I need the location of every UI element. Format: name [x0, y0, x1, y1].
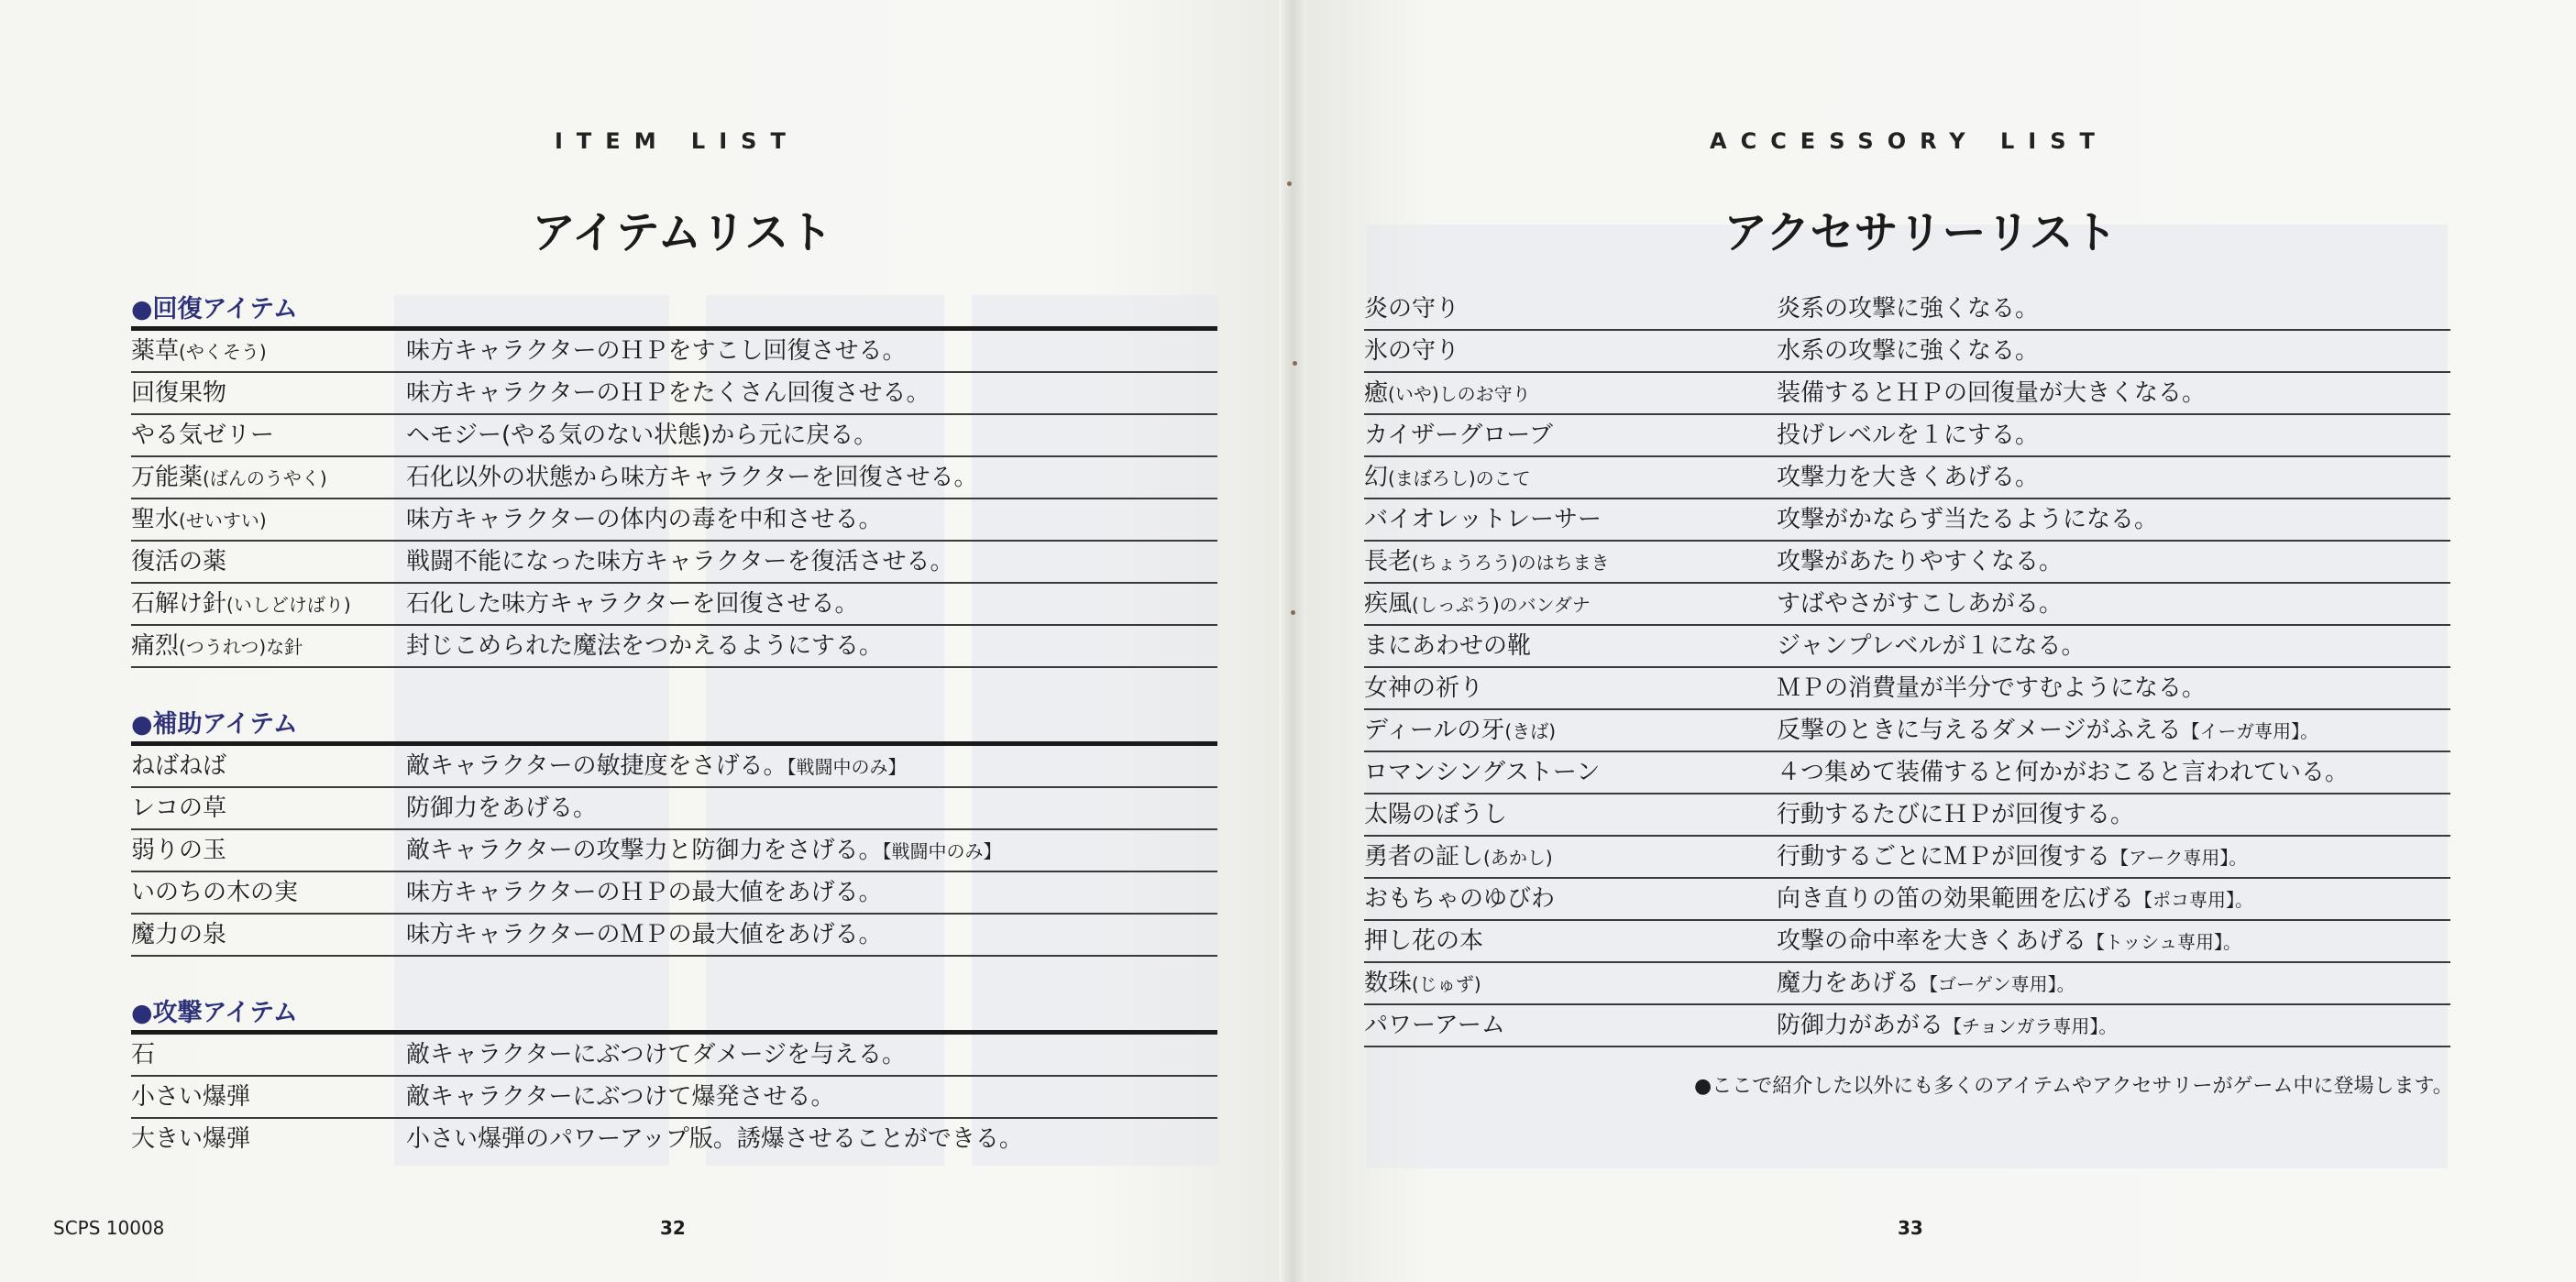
support-items-section: [131, 707, 1217, 957]
item-name: 復活の薬: [131, 548, 227, 575]
accessory-reading: (しっぷう)のバンダナ: [1412, 594, 1591, 616]
accessory-name: 長老: [1364, 548, 1413, 575]
item-desc: 防御力をあげる。: [406, 794, 598, 822]
item-name: 弱りの玉: [131, 837, 227, 864]
table-row: [131, 584, 1217, 626]
accessory-name: 癒: [1364, 379, 1389, 407]
accessory-name: 氷の守り: [1364, 337, 1460, 365]
product-code: SCPS 10008: [53, 1217, 165, 1239]
table-row: [1364, 752, 2450, 794]
accessory-tag: 【イーガ専用】。: [2181, 720, 2319, 742]
table-row: [1364, 837, 2450, 879]
item-desc: 敵キャラクターにぶつけて爆発させる。: [406, 1083, 835, 1111]
accessory-desc: ４つ集めて装備すると何かがおこると言われている。: [1777, 759, 2350, 786]
accessory-desc: 攻撃力を大きくあげる。: [1777, 464, 2040, 491]
item-name: 石: [131, 1041, 156, 1068]
item-desc: 敵キャラクターにぶつけてダメージを与える。: [406, 1041, 906, 1068]
accessory-desc: 防御力があがる: [1777, 1012, 1944, 1039]
accessory-tag: 【ゴーゲン専用】。: [1920, 973, 2075, 995]
recovery-items-section: [131, 291, 1217, 668]
table-row: [1364, 542, 2450, 584]
table-row: [131, 1119, 1217, 1159]
footnote: ●ここで紹介した以外にも多くのアイテムやアクセサリーがゲーム中に登場します。: [1694, 1075, 2453, 1098]
table-row: [131, 542, 1217, 584]
item-desc: 小さい爆弾のパワーアップ版。誘爆させることができる。: [406, 1125, 1023, 1153]
attack-items-section: [131, 995, 1217, 1159]
table-row: [1364, 373, 2450, 415]
item-desc: 味方キャラクターのＨＰをたくさん回復させる。: [406, 379, 930, 407]
item-tag: 【戦闘中のみ】: [787, 756, 907, 778]
accessory-name: 炎の守り: [1364, 295, 1460, 323]
item-desc: 封じこめられた魔法をつかえるようにする。: [406, 632, 884, 660]
table-row: [131, 1077, 1217, 1119]
table-row: [131, 331, 1217, 373]
table-row: [1364, 415, 2450, 457]
accessory-name: まにあわせの靴: [1364, 632, 1532, 660]
page-speck: [1293, 361, 1297, 366]
table-row: [1364, 668, 2450, 710]
accessory-reading: (きば): [1504, 720, 1557, 742]
item-name: 痛烈: [131, 632, 180, 660]
accessory-tag: 【チョンガラ専用】。: [1943, 1015, 2118, 1037]
table-row: [131, 626, 1217, 668]
table-row: [131, 1035, 1217, 1077]
item-list-en-title: ITEM LIST: [555, 128, 799, 154]
accessory-reading: (いや)しのお守り: [1388, 383, 1531, 405]
item-desc: 味方キャラクターのＨＰの最大値をあげる。: [406, 879, 883, 906]
table-row: [131, 915, 1217, 957]
table-row: [131, 788, 1217, 830]
item-name: レコの草: [131, 794, 227, 822]
accessory-name: 疾風: [1364, 590, 1413, 618]
accessory-desc: 行動するごとにＭＰが回復する: [1777, 843, 2111, 871]
table-row: [1364, 1005, 2450, 1047]
accessory-name: 勇者の証し: [1364, 843, 1484, 871]
table-row: [131, 457, 1217, 499]
item-name: 小さい爆弾: [131, 1083, 251, 1111]
accessory-name: カイザーグローブ: [1364, 422, 1553, 449]
table-row: [1364, 963, 2450, 1005]
accessory-reading: (あかし): [1483, 847, 1553, 869]
accessory-list-en-title: ACCESSORY LIST: [1710, 128, 2108, 154]
item-desc: 敵キャラクターの敏捷度をさげる。: [406, 752, 787, 780]
accessory-name: ロマンシングストーン: [1364, 759, 1601, 786]
accessory-name: 女神の祈り: [1364, 674, 1484, 702]
accessory-tag: 【アーク専用】。: [2110, 847, 2248, 869]
item-name: 聖水: [131, 506, 180, 533]
accessory-reading: (まぼろし)のこて: [1388, 467, 1531, 489]
page-number-right: 33: [1898, 1217, 1923, 1239]
item-desc: 味方キャラクターのＨＰをすこし回復させる。: [406, 337, 907, 365]
accessory-name: ディールの牙: [1364, 717, 1505, 744]
table-row: [1364, 331, 2450, 373]
table-row: [1364, 584, 2450, 626]
page-speck: [1287, 181, 1292, 186]
item-reading: (やくそう): [179, 341, 267, 363]
item-desc: 敵キャラクターの攻撃力と防御力をさげる。: [406, 837, 883, 864]
accessory-desc: 反撃のときに与えるダメージがふえる: [1777, 717, 2182, 744]
accessory-tag: 【ポコ専用】。: [2134, 889, 2254, 911]
accessory-desc: 向き直りの笛の効果範囲を広げる: [1777, 885, 2135, 913]
item-reading: (いしどけばり): [226, 594, 351, 616]
table-row: [131, 746, 1217, 788]
table-row: [1364, 794, 2450, 837]
item-desc: 味方キャラクターのＭＰの最大値をあげる。: [406, 921, 883, 948]
item-name: 薬草: [131, 337, 180, 365]
table-row: [131, 872, 1217, 915]
item-reading: (つうれつ)な針: [179, 636, 303, 658]
table-row: [1364, 457, 2450, 499]
item-desc: 石化した味方キャラクターを回復させる。: [406, 590, 859, 618]
item-name: 万能薬: [131, 464, 204, 491]
accessory-desc: 投げレベルを１にする。: [1777, 422, 2040, 449]
item-list-jp-title: アイテムリスト: [532, 207, 833, 258]
item-desc: 味方キャラクターの体内の毒を中和させる。: [406, 506, 883, 533]
item-name: いのちの木の実: [131, 879, 299, 906]
accessory-name: バイオレットレーサー: [1364, 506, 1602, 533]
accessory-list-jp-title: アクセサリーリスト: [1723, 207, 2118, 258]
item-name: 魔力の泉: [131, 921, 227, 948]
accessory-desc: 攻撃がかならず当たるようになる。: [1777, 506, 2159, 533]
item-desc: ヘモジー(やる気のない状態)から元に戻る。: [406, 422, 878, 449]
item-desc: 戦闘不能になった味方キャラクターを復活させる。: [406, 548, 954, 575]
table-row: [1364, 289, 2450, 331]
item-name: 回復果物: [131, 379, 227, 407]
item-name: 大きい爆弾: [131, 1125, 251, 1153]
accessory-reading: (ちょうろう)のはちまき: [1412, 552, 1610, 574]
item-name: ねばねば: [131, 752, 227, 780]
section-title: ●補助アイテム: [131, 707, 1217, 746]
accessory-desc: ＭＰの消費量が半分ですむようになる。: [1777, 674, 2207, 702]
accessory-desc: 炎系の攻撃に強くなる。: [1777, 295, 2040, 323]
accessory-desc: 魔力をあげる: [1777, 970, 1921, 997]
accessory-name: 幻: [1364, 464, 1389, 491]
page-number-left: 32: [660, 1217, 686, 1239]
accessory-desc: 攻撃があたりやすくなる。: [1777, 548, 2064, 575]
accessory-name: 数珠: [1364, 970, 1413, 997]
table-row: [1364, 879, 2450, 921]
accessory-name: 太陽のぼうし: [1364, 801, 1508, 828]
section-title: ●回復アイテム: [131, 291, 1217, 331]
table-row: [131, 373, 1217, 415]
table-row: [1364, 921, 2450, 963]
table-row: [131, 499, 1217, 542]
item-name: やる気ゼリー: [131, 422, 275, 449]
table-row: [131, 415, 1217, 457]
item-name: 石解け針: [131, 590, 227, 618]
accessory-desc: 行動するたびにＨＰが回復する。: [1777, 801, 2135, 828]
accessory-reading: (じゅず): [1412, 973, 1481, 995]
accessory-desc: ジャンプレベルが１になる。: [1777, 632, 2086, 660]
item-desc: 石化以外の状態から味方キャラクターを回復させる。: [406, 464, 978, 491]
accessory-name: 押し花の本: [1364, 927, 1484, 955]
table-row: [131, 830, 1217, 872]
accessory-desc: 水系の攻撃に強くなる。: [1777, 337, 2040, 365]
table-row: [1364, 626, 2450, 668]
accessory-desc: すばやさがすこしあがる。: [1777, 590, 2064, 618]
table-row: [1364, 499, 2450, 542]
accessory-desc: 攻撃の命中率を大きくあげる: [1777, 927, 2087, 955]
item-reading: (せいすい): [179, 510, 267, 531]
accessory-name: パワーアーム: [1364, 1012, 1505, 1039]
item-tag: 【戦闘中のみ】: [882, 840, 1002, 862]
accessory-desc: 装備するとＨＰの回復量が大きくなる。: [1777, 379, 2207, 407]
table-row: [1364, 710, 2450, 752]
book-gutter: [1279, 0, 1306, 1282]
accessory-list-table: [1364, 289, 2450, 1047]
section-title: ●攻撃アイテム: [131, 995, 1217, 1035]
page-speck: [1291, 610, 1295, 615]
accessory-tag: 【トッシュ専用】。: [2086, 931, 2242, 953]
accessory-name: おもちゃのゆびわ: [1364, 885, 1556, 913]
item-reading: (ばんのうやく): [203, 467, 327, 489]
item-list-table: [131, 291, 1217, 1159]
